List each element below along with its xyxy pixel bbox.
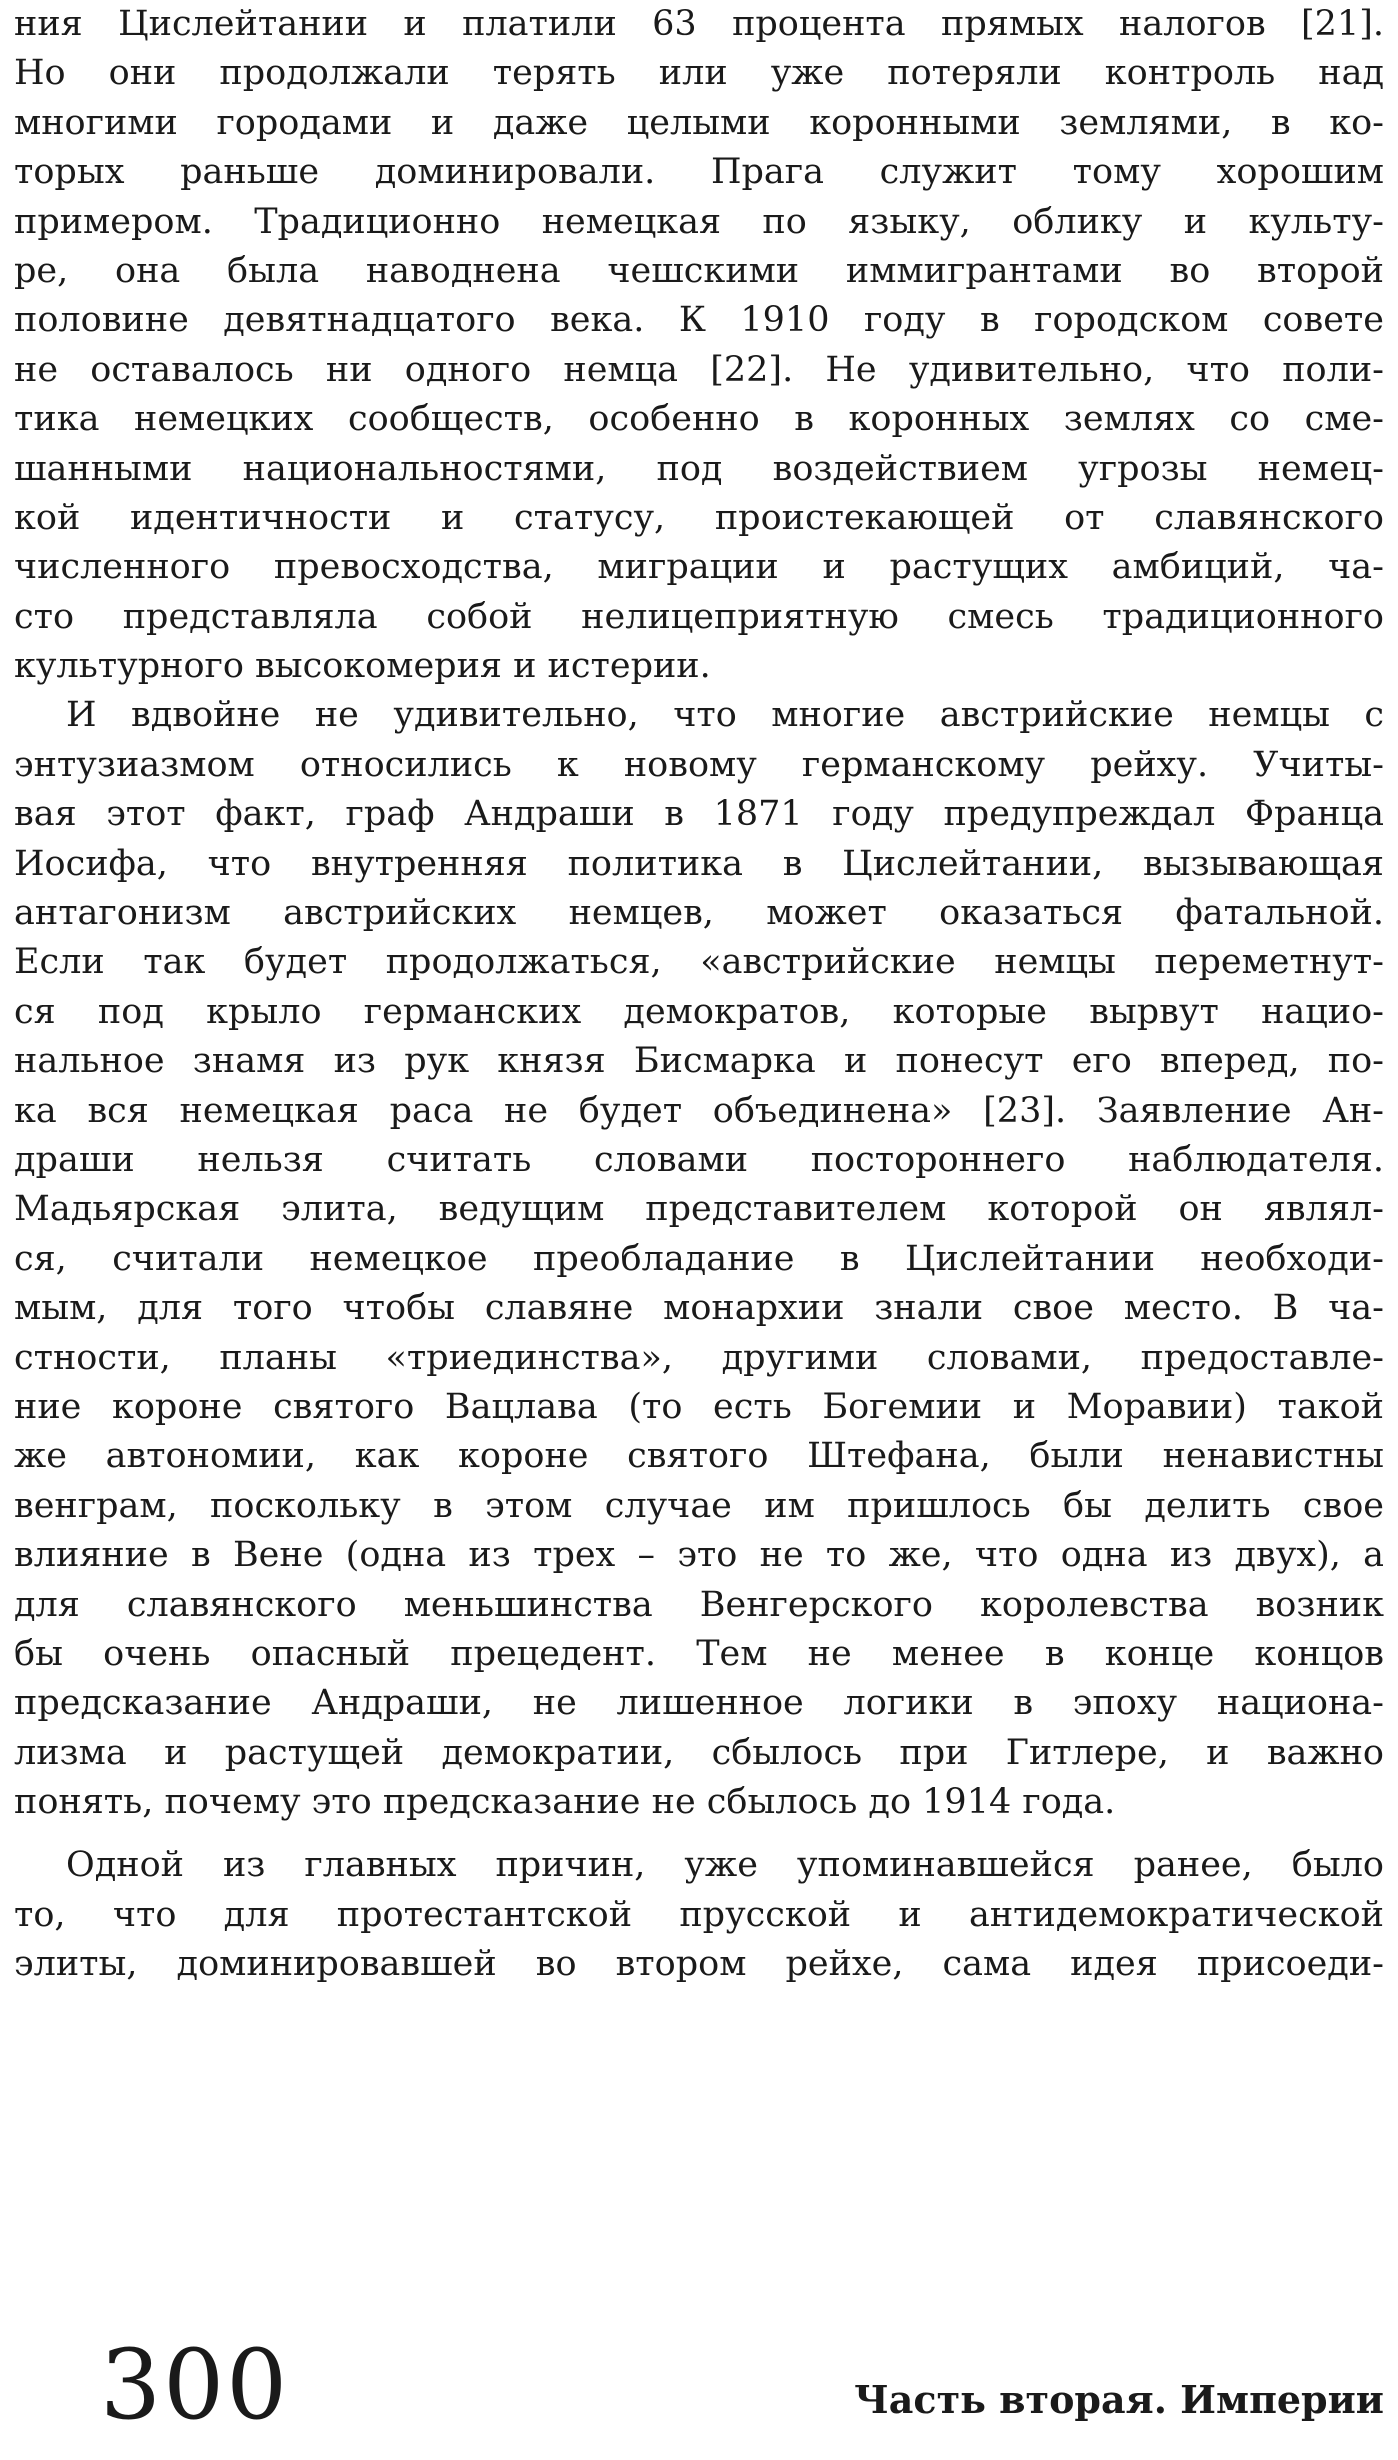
text-line: элиты, доминировавшей во втором рейхе, сама идея присоеди- (14, 1944, 1384, 1985)
text-line: то, что для протестантской прусской и антидемократической (14, 1894, 1384, 1935)
text-line: Одной из главных причин, уже упоминавшейся ранее, было (66, 1845, 1384, 1886)
text-line: мым, для того чтобы славяне монархии знали свое место. В ча- (14, 1288, 1384, 1329)
page-footer (14, 2330, 1384, 2450)
text-line: половине девятнадцатого века. К 1910 году в городском совете (14, 300, 1384, 341)
text-line: венграм, поскольку в этом случае им пришлось бы делить свое (14, 1485, 1384, 1526)
text-line: ся под крыло германских демократов, которые вырвут нацио- (14, 991, 1384, 1032)
text-line: многими городами и даже целыми коронными землями, в ко- (14, 102, 1384, 143)
text-line: влияние в Вене (одна из трех – это не то же, что одна из двух), а (14, 1535, 1384, 1576)
text-line: ния Цислейтании и платили 63 процента прямых налогов [21]. (14, 4, 1384, 44)
text-line: антагонизм австрийских немцев, может оказаться фатальной. (14, 893, 1384, 934)
text-line: ние короне святого Вацлава (то есть Богемии и Моравии) такой (14, 1386, 1384, 1427)
text-line: ка вся немецкая раса не будет объединена» [23]. Заявление Ан- (14, 1090, 1384, 1131)
running-head: Часть вторая. Империи (854, 2377, 1384, 2422)
text-line: тика немецких сообществ, особенно в коронных землях со сме- (14, 399, 1384, 440)
text-line: торых раньше доминировали. Прага служит тому хорошим (14, 152, 1384, 193)
text-line: понять, почему это предсказание не сбылось до 1914 года. (14, 1782, 1116, 1823)
text-line: вая этот факт, граф Андраши в 1871 году предупреждал Франца (14, 794, 1384, 835)
text-line: энтузиазмом относились к новому германскому рейху. Учиты- (14, 744, 1384, 785)
text-line: ся, считали немецкое преобладание в Цислейтании необходи- (14, 1238, 1384, 1279)
text-line: Но они продолжали терять или уже потеряли контроль над (14, 53, 1384, 94)
text-line: для славянского меньшинства Венгерского королевства возник (14, 1584, 1384, 1625)
text-line: численного превосходства, миграции и растущих амбиций, ча- (14, 547, 1384, 588)
text-line: не оставалось ни одного немца [22]. Не удивительно, что поли- (14, 349, 1384, 390)
text-line: шанными национальностями, под воздействием угрозы немец- (14, 448, 1384, 489)
text-line: нальное знамя из рук князя Бисмарка и понесут его вперед, по- (14, 1041, 1384, 1082)
text-line: примером. Традиционно немецкая по языку, облику и культу- (14, 201, 1384, 242)
text-line: драши нельзя считать словами постороннего наблюдателя. (14, 1139, 1384, 1180)
text-line: стности, планы «триединства», другими словами, предоставле- (14, 1337, 1384, 1378)
text-line: предсказание Андраши, не лишенное логики в эпоху национа- (14, 1683, 1384, 1724)
body-text (14, 0, 1384, 1990)
text-line: же автономии, как короне святого Штефана, были ненавистны (14, 1436, 1384, 1477)
text-line: Мадьярская элита, ведущим представителем которой он являл- (14, 1189, 1384, 1230)
text-line: культурного высокомерия и истерии. (14, 646, 711, 687)
text-line: сто представляла собой нелицеприятную смесь традиционного (14, 596, 1384, 637)
text-line: ре, она была наводнена чешскими иммигрантами во второй (14, 250, 1384, 291)
text-line: И вдвойне не удивительно, что многие австрийские немцы с (66, 695, 1384, 736)
text-line: Если так будет продолжаться, «австрийские немцы переметнут- (14, 942, 1384, 983)
page-number: 300 (100, 2329, 290, 2441)
book-page (14, 0, 1384, 2460)
text-line: лизма и растущей демократии, сбылось при Гитлере, и важно (14, 1732, 1384, 1773)
text-line: бы очень опасный прецедент. Тем не менее в конце концов (14, 1633, 1384, 1674)
text-line: кой идентичности и статусу, проистекающей от славянского (14, 497, 1384, 538)
text-line: Иосифа, что внутренняя политика в Цислейтании, вызывающая (14, 843, 1384, 884)
